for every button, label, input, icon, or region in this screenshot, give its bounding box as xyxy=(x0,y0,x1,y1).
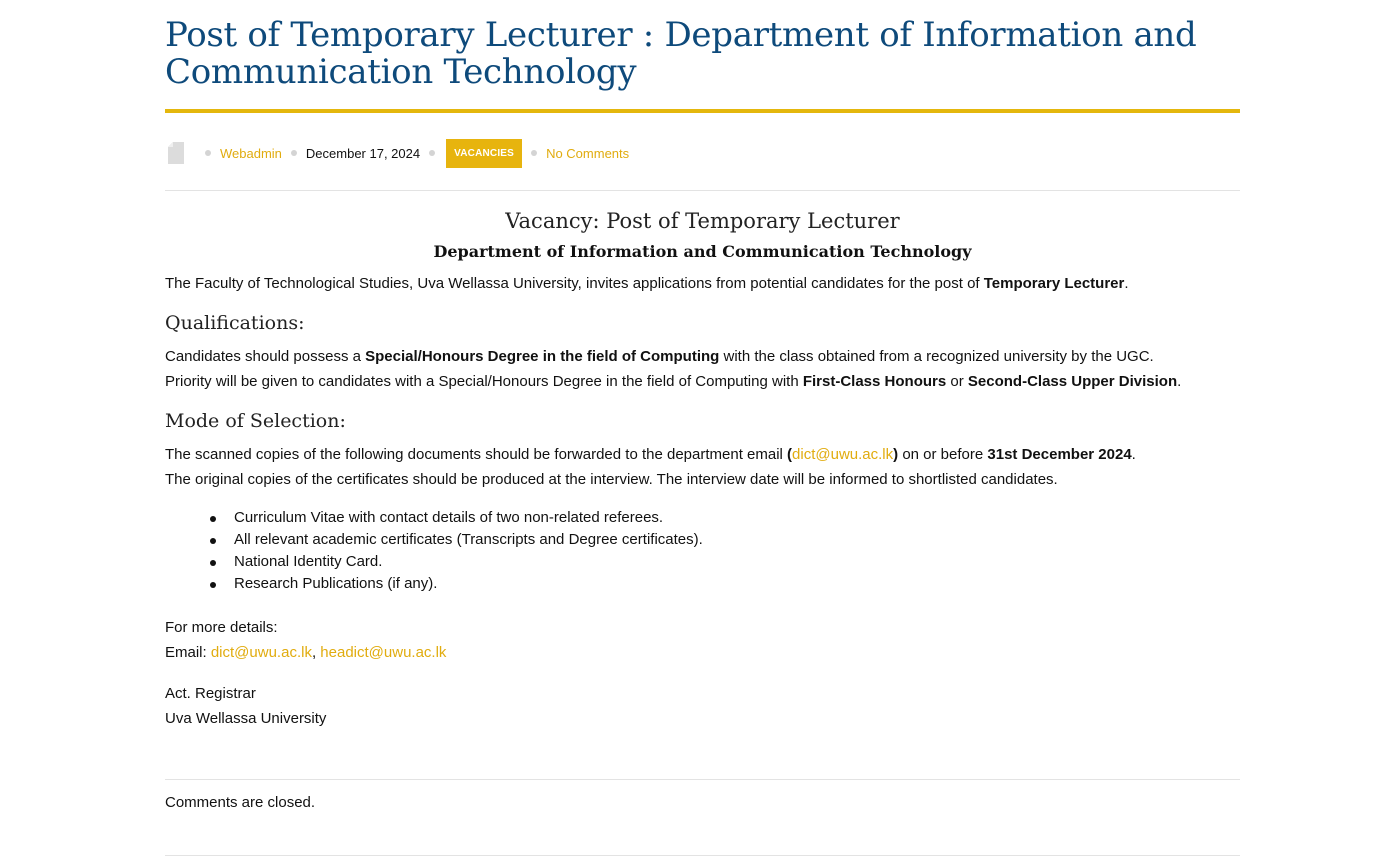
paren: ( xyxy=(787,446,793,463)
email-link-dict[interactable]: dict@uwu.ac.lk xyxy=(210,644,312,661)
list-item: National Identity Card. xyxy=(165,551,703,573)
meta-separator xyxy=(291,150,297,156)
page-title: Post of Temporary Lecturer : Department of Information and Communication Technology xyxy=(165,15,1197,92)
contact-label: For more details: xyxy=(165,619,278,636)
selection-heading: Mode of Selection: xyxy=(165,410,346,432)
text: on or before xyxy=(898,446,988,463)
intro-paragraph xyxy=(165,271,1240,296)
department-email-link[interactable]: dict@uwu.ac.lk xyxy=(792,446,894,463)
first-class: First-Class Honours xyxy=(802,373,947,390)
signature-role: Act. Registrar xyxy=(165,685,256,702)
meta-separator xyxy=(429,150,435,156)
comments-link[interactable]: No Comments xyxy=(546,145,630,161)
category-badge[interactable]: VACANCIES xyxy=(446,139,522,168)
text: with the class obtained from a recognized university by the UGC. xyxy=(719,348,1154,365)
comments-closed: Comments are closed. xyxy=(165,794,316,811)
comments-divider-bottom xyxy=(165,855,1240,856)
text: The scanned copies of the following documents should be forwarded to the department email xyxy=(165,446,788,463)
selection-line-2: The original copies of the certificates should be produced at the interview. The interview date will be informed to shortlisted candidates. xyxy=(165,471,1058,488)
text: Candidates should possess a xyxy=(165,348,366,365)
signature-org: Uva Wellassa University xyxy=(165,710,327,727)
paren: ) xyxy=(893,446,899,463)
deadline: 31st December 2024 xyxy=(987,446,1132,463)
vacancy-title: Vacancy: Post of Temporary Lecturer xyxy=(505,209,900,233)
text: Priority will be given to candidates with a Special/Honours Degree in the field of Computing with xyxy=(165,373,803,390)
author-link[interactable]: Webadmin xyxy=(220,145,282,161)
email-label: Email: xyxy=(165,644,211,661)
post-meta xyxy=(165,138,629,168)
second-upper: Second-Class Upper Division xyxy=(967,373,1178,390)
qualifications-line-1 xyxy=(165,344,1240,369)
email-link-headict[interactable]: headict@uwu.ac.lk xyxy=(320,644,447,661)
document-icon xyxy=(168,142,184,164)
separator: , xyxy=(311,644,321,661)
title-underline xyxy=(165,109,1240,113)
text: or xyxy=(946,373,968,390)
list-item: Curriculum Vitae with contact details of two non-related referees. xyxy=(165,507,703,529)
contact-emails xyxy=(165,640,1240,665)
list-item: Research Publications (if any). xyxy=(165,573,703,595)
list-item: All relevant academic certificates (Transcripts and Degree certificates). xyxy=(165,529,703,551)
meta-divider xyxy=(165,190,1240,191)
meta-separator xyxy=(205,150,211,156)
intro-text: The Faculty of Technological Studies, Uva Wellassa University, invites applications from potential candidates for the post of xyxy=(165,275,984,292)
post-name: Temporary Lecturer xyxy=(983,275,1125,292)
post-date: December 17, 2024 xyxy=(305,145,421,161)
department-title: Department of Information and Communication Technology xyxy=(433,242,972,261)
qualifications-line-2 xyxy=(165,369,1240,394)
qualifications-heading: Qualifications: xyxy=(165,312,305,334)
documents-list xyxy=(165,507,703,595)
text: . xyxy=(1131,446,1136,463)
degree-requirement: Special/Honours Degree in the field of Computing xyxy=(365,348,720,365)
text: . xyxy=(1177,373,1182,390)
selection-line-1 xyxy=(165,442,1240,467)
intro-end: . xyxy=(1124,275,1129,292)
meta-separator xyxy=(531,150,537,156)
comments-divider-top xyxy=(165,779,1240,780)
